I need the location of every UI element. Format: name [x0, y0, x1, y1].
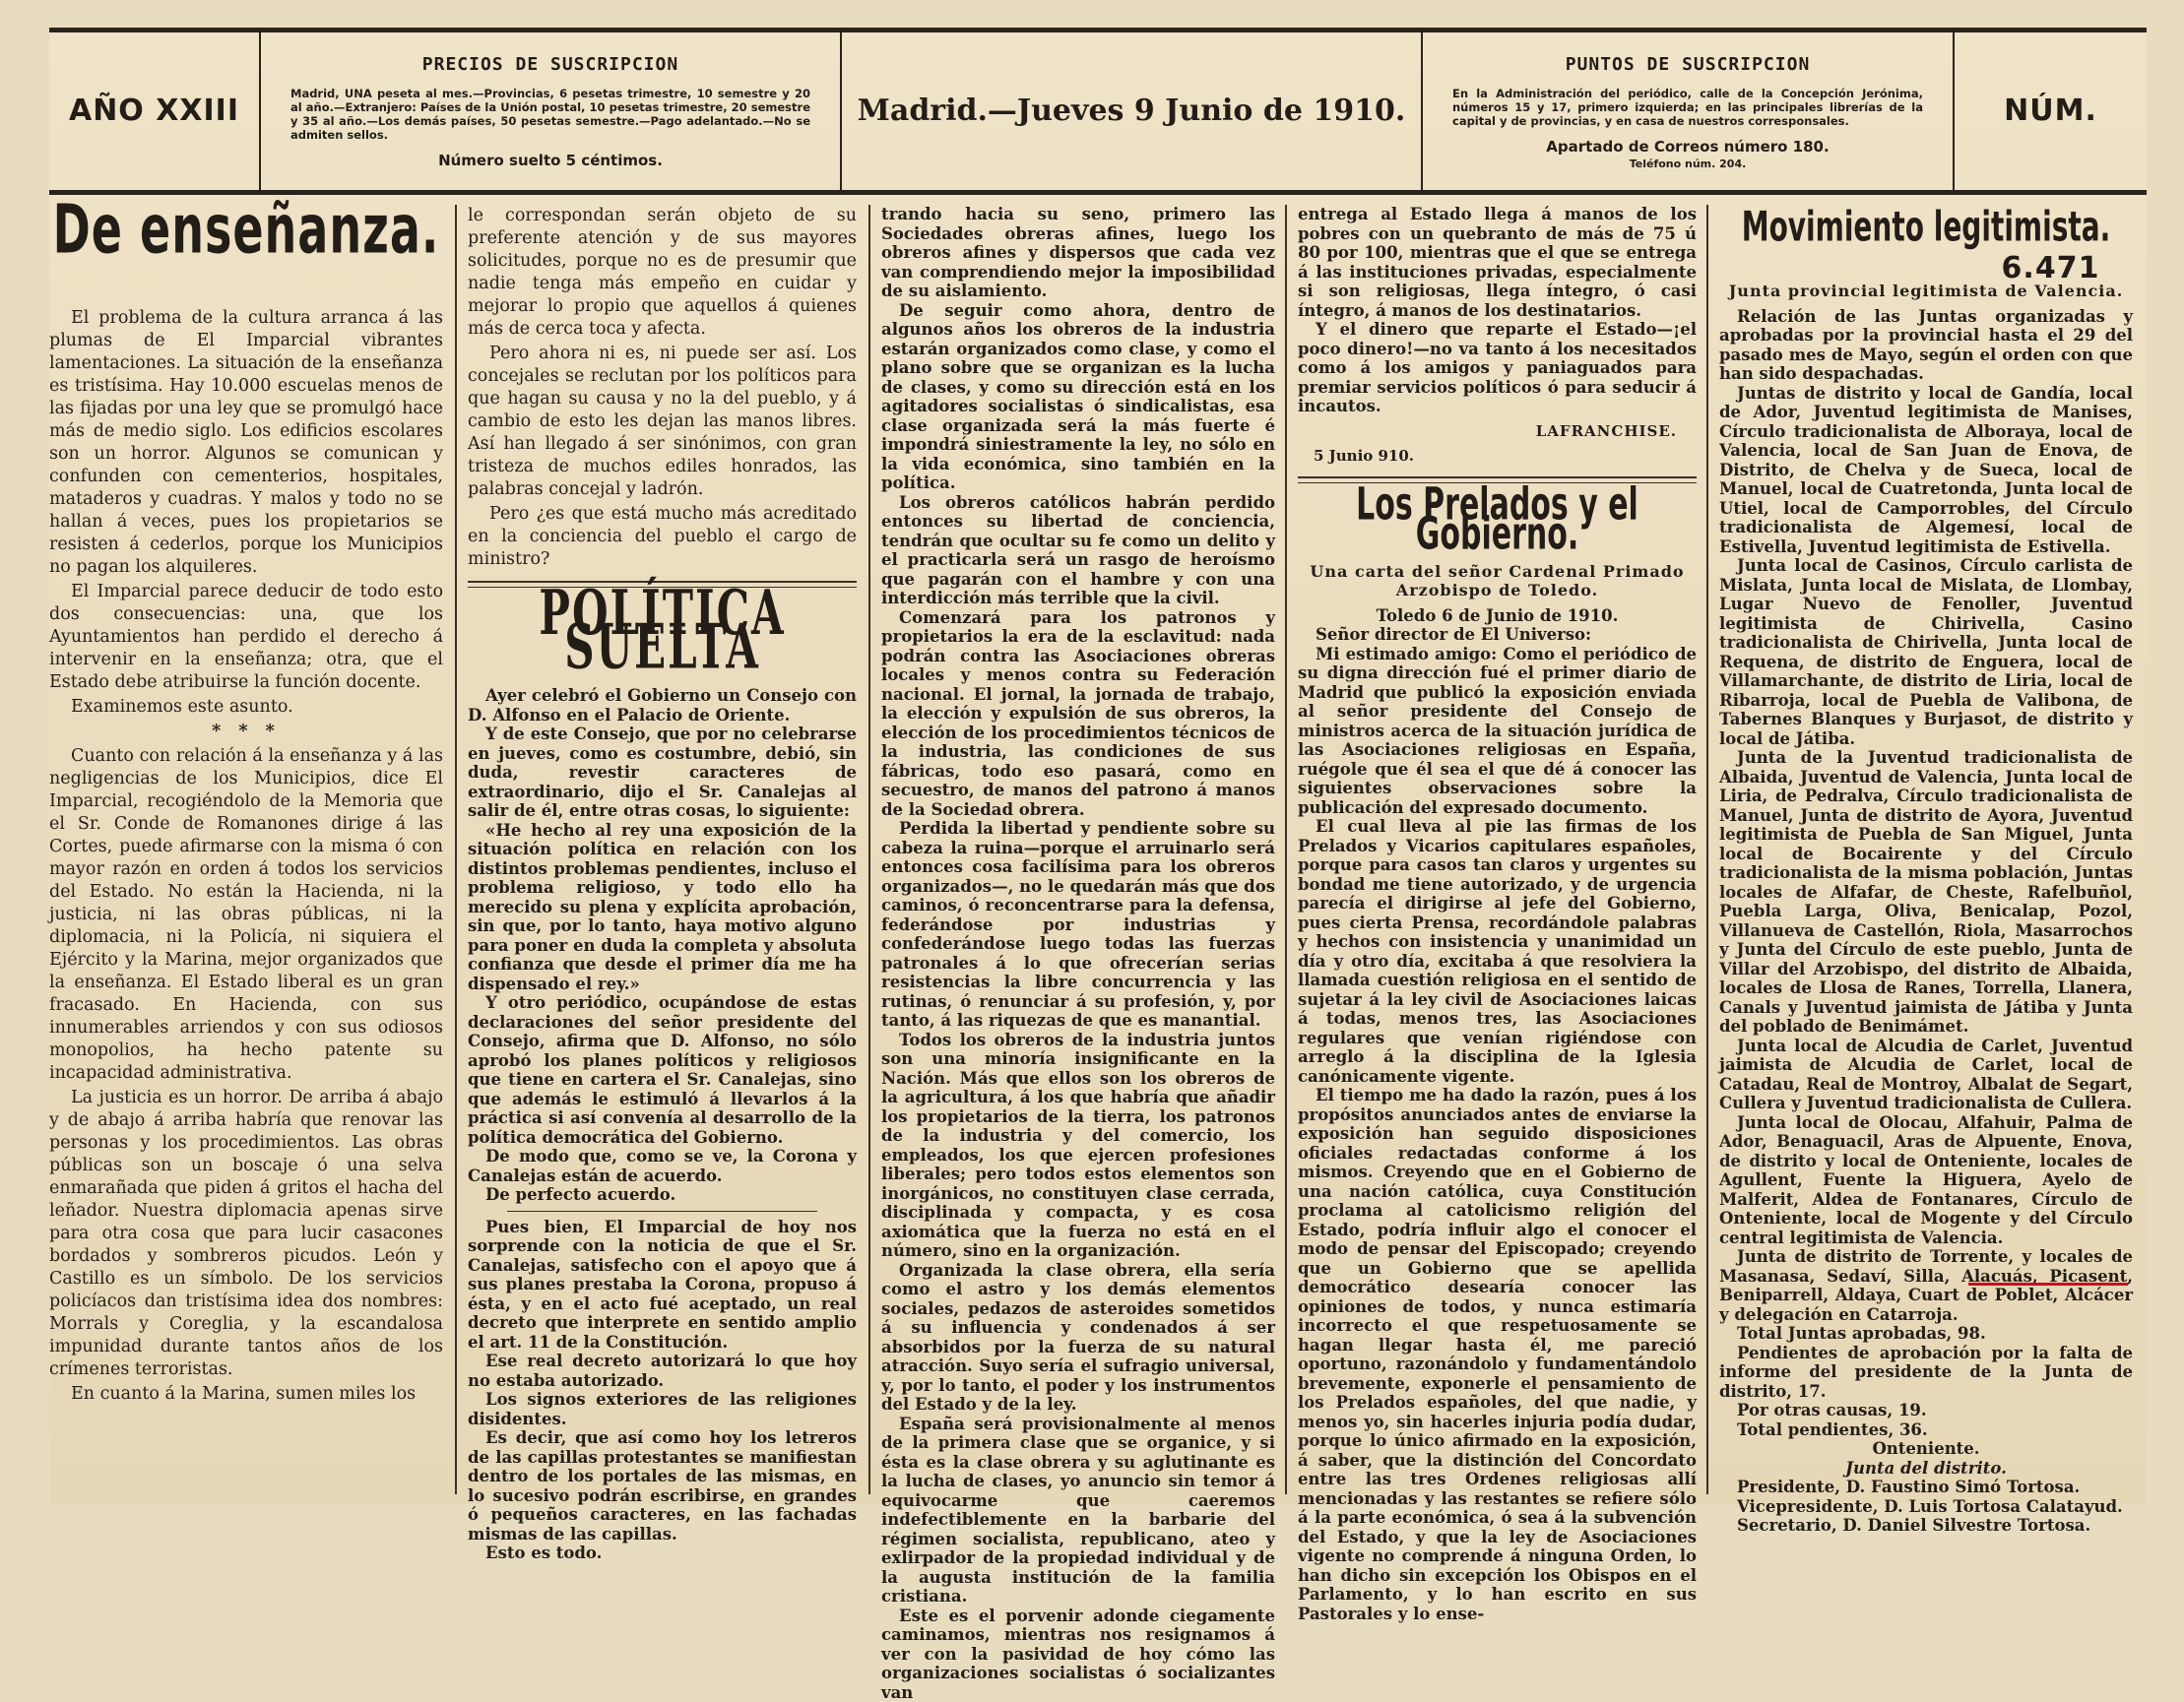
paragraph: Esto es todo.	[468, 1544, 857, 1563]
subheadline: Junta provincial legitimista de Valencia.	[1719, 282, 2133, 301]
subheadline: Una carta del señor Cardenal Primado Arzobispo de Toledo.	[1298, 562, 1697, 600]
column-divider	[1285, 205, 1287, 1494]
prices-title: PRECIOS DE SUSCRIPCION	[261, 54, 840, 75]
headline-politica-suelta: POLÍTICA SUELTA	[468, 596, 857, 711]
paragraph: El Imparcial parece deducir de todo esto dos consecuencias: una, que los Ayuntamientos han perdido el derecho á intervenir en la enseñanza; otra, que el Estado debe atribuirse la función docente.	[49, 581, 443, 694]
section-rule	[507, 1211, 817, 1212]
paragraph: Organizada la clase obrera, ella sería como el astro y los demás elementos sociales, pedazos de asteroides sometidos á su influencia y condenados á ser absorbidos por la fuerza de su natural atracción. Suyo sería el sufragio universal, y, por lo tanto, el poder y los instrumentos del Estado y de la ley.	[881, 1261, 1275, 1415]
paragraph: El problema de la cultura arranca á las plumas de El Imparcial vibrantes lamentaciones. La situación de la enseñanza es tristísima. Hay 10.000 escuelas menos de las fijadas por una ley que se promulgó hace más de medio siglo. Los edificios escolares son un horror. Algunos se comunican y confunden con cementerios, hospitales, mataderos y cuadras. Y malos y todo no se hallan á veces, pues los propietarios se resisten á cederlos, porque los Municipios no pagan los alquileres.	[49, 307, 443, 579]
masthead-date-cell	[842, 32, 1423, 190]
paragraph: De modo que, como se ve, la Corona y Canalejas están de acuerdo.	[468, 1147, 857, 1185]
paragraph: Examinemos este asunto.	[49, 696, 443, 719]
column-3-article	[881, 205, 1275, 1494]
paragraph: Los signos exteriores de las religiones disidentes.	[468, 1390, 857, 1428]
paragraph: Vicepresidente, D. Luis Tortosa Calatayud.	[1719, 1497, 2133, 1517]
paragraph: Juntas de distrito y local de Gandía, local de Ador, Juventud legitimista de Manises, Círculo tradicionalista de Alboraya, local de Valencia, local de San Juan de Enova, de Distrito, de Chelva y de Sueca, local de Manuel, local de Cuatretonda, Junta local de Utiel, local de Camporrobles, del Círculo tradicionalista de Algemesí, local de Estivella, Juventud legitimista de Estivella.	[1719, 384, 2133, 557]
year-label: AÑO XXIII	[49, 32, 259, 190]
paragraph: España será provisionalmente al menos de la primera clase que se organice, y si ésta es la clase obrera y su aglutinante es la lucha de clases, yo anuncio sin temor á equivocarme que caeremos indefectiblemente en la barbarie del régimen socialista, republicano, ateo y exlirpador de la propiedad individual y de la augusta institución de la familia cristiana.	[881, 1415, 1275, 1607]
subscription-prices	[261, 32, 842, 190]
paragraph: Junta local de Casinos, Círculo carlista de Mislata, Junta local de Mislata, de Llombay, Lugar Nuevo de Fenoller, Juventud legitimista de Chirivella, Casino tradicionalista de Chirivella, Junta local de Requena, de distrito de Enguera, local de Villamarchante, de distrito de Liria, local de Ribarroja, local de Puebla de Valibona, de Tabernes Blanques y Burjasot, de distrito y local de Játiba.	[1719, 556, 2133, 748]
town-heading: Onteniente.	[1719, 1439, 2133, 1459]
column-4-article	[1298, 205, 1697, 1494]
paragraph: Total Juntas aprobadas, 98.	[1719, 1324, 2133, 1344]
masthead-issue-cell	[1955, 32, 2147, 190]
paragraph: Todos los obreros de la industria juntos son una minoría insignificante en la Nación. Más que ellos son los obreros de la agricultura, á los que habría que añadir los propietarios de la tierra, los patronos de la industria y del comercio, los empleados, los que ejercen profesiones liberales; pero todos estos elementos son inorgánicos, no constituyen clase cerrada, disciplinada y compacta, y es cosa axiomática que la fuerza no está en el número, sino en la organización.	[881, 1031, 1275, 1261]
paragraph: le correspondan serán objeto de su preferente atención y de sus mayores solicitudes, porque no es de presumir que nadie tenga más empeño en cuidar y mejorar lo propio que aquellos á quienes más de cerca toca y afecta.	[468, 205, 857, 341]
paragraph: Junta local de Alcudia de Carlet, Juventud jaimista de Alcudia de Carlet, local de Catadau, Real de Montroy, Albalat de Segart, Cullera y Juventud tradicionalista de Cullera.	[1719, 1037, 2133, 1113]
column-divider	[455, 205, 457, 1494]
column-2-article	[468, 205, 857, 1494]
paragraph: En cuanto á la Marina, sumen miles los	[49, 1383, 443, 1406]
headline-movimiento-legitimista: Movimiento legitimista.	[1719, 213, 2133, 295]
masthead-year-cell	[49, 32, 261, 190]
column-1-article	[49, 205, 443, 1494]
paragraph: Junta de la Juventud tradicionalista de Albaida, Juventud de Valencia, Junta local de Liria, de Pedralva, Círculo tradicionalista de Manuel, Junta de distrito de Ayora, Juventud legitimista de Puebla de San Miguel, Junta local de Bocairente y del Círculo tradicionalista de la misma población, Juntas locales de Alfafar, de Cheste, Rafelbuñol, Puebla Larga, Oliva, Benicalap, Pozol, Villanueva de Castellón, Riola, Masarrochos y Junta del Círculo de este pueblo, Junta de Villar del Arzobispo, del distrito de Albaida, locales de Llosa de Ranes, Torrella, Llanera, Canals y Juventud jaimista de Játiba y Junta del poblado de Benimámet.	[1719, 748, 2133, 1037]
paragraph: Y de este Consejo, que por no celebrarse en jueves, como es costumbre, debió, sin duda, revestir caracteres de extraordinario, dijo el Sr. Canalejas al salir de él, entre otras cosas, lo siguiente:	[468, 725, 857, 821]
author-signature: LAFRANCHISE.	[1298, 422, 1677, 442]
newspaper-page	[49, 28, 2147, 1504]
paragraph: De seguir como ahora, dentro de algunos años los obreros de la industria estarán organizados como clase, y como el plano sobre que se organizan es la lucha de clases, y como su dirección está en los agitadores socialistas ó sindicalistas, esa clase organizada será la más fuerte é impondrá siniestramente la ley, no sólo en la vida económica, sino también en la política.	[881, 301, 1275, 493]
paragraph: Y el dinero que reparte el Estado—¡el poco dinero!—no va tanto á los necesitados como á los amigos y paniaguados para premiar servicios políticos ó para seducir á incautos.	[1298, 320, 1697, 416]
highlighted-place: Cuart de Poblet,	[1908, 1286, 2058, 1304]
paragraph: La justicia es un horror. De arriba á abajo y de abajo á arriba habría que renovar las personas y los procedimientos. Las obras públicas son un boscaje ó una selva enmarañada que piden á gritos el hacha del leñador. Nuestra diplomacia apenas sirve para otra cosa que para lucir casacones bordados y sombreros picudos. León y Castillo es un símbolo. De los servicios policíacos dan tristísima idea dos nombres: Morrals y Coreglia, y la escandalosa impunidad durante tantos años de los crímenes terroristas.	[49, 1087, 443, 1381]
paragraph: Por otras causas, 19.	[1719, 1401, 2133, 1420]
section-separator: * * *	[49, 721, 443, 743]
paragraph: Los obreros católicos habrán perdido entonces su libertad de conciencia, tendrán que ocultar su fe como un delito y el practicarla será un rasgo de heroísmo que pagarán con el hambre y con una interdicción más terrible que la civil.	[881, 493, 1275, 608]
article-date: 5 Junio 910.	[1314, 447, 1697, 467]
single-issue-price: Número suelto 5 céntimos.	[261, 152, 840, 169]
prices-text: Madrid, UNA peseta al mes.—Provincias, 6 pesetas trimestre, 10 semestre y 20 al año.—Extranjero: Países de la Unión postal, 10 pesetas trimestre, 20 semestre y 35 al año.—Los demás países, 50 pesetas semestre.—Pago adelantado.—No se admiten sellos.	[290, 87, 810, 142]
issue-number: NÚM. 6.471	[1955, 32, 2147, 347]
subscription-points	[1423, 32, 1955, 190]
po-box: Apartado de Correos número 180.	[1423, 138, 1953, 156]
paragraph: trando hacia su seno, primero las Sociedades obreras afines, luego los obreros afines y dispersos que cada vez van comprendiendo mejor la imposibilidad de su aislamiento.	[881, 205, 1275, 301]
paragraph: Pero ¿es que está mucho más acreditado en la conciencia del pueblo el cargo de ministro?	[468, 503, 857, 571]
letter-addressee: Señor director de El Universo:	[1298, 625, 1697, 645]
paragraph	[1719, 1247, 2133, 1324]
paragraph: Pero ahora ni es, ni puede ser así. Los concejales se reclutan por los políticos para que hagan su causa y no la del pueblo, y á cambio de esto les dejan las manos libres. Así han llegado á ser sinónimos, con gran tristeza de muchos ediles honrados, las palabras concejal y ladrón.	[468, 343, 857, 501]
paragraph: «He hecho al rey una exposición de la situación política en relación con los distintos problemas pendientes, incluso el problema religioso, y todo ello ha merecido su plena y explícita aprobación, sin que, por lo tanto, haya motivo alguno para poner en duda la completa y absoluta confianza que desde el primer día me ha dispensado el rey.»	[468, 821, 857, 994]
headline-de-ensenanza: De enseñanza.	[49, 213, 443, 334]
paragraph: entrega al Estado llega á manos de los pobres con un quebranto de más de 75 ú 80 por 100, mientras que el que se entrega á las instituciones privadas, especialmente si son religiosas, llega íntegro, ó casi íntegro, á manos de los destinatarios.	[1298, 205, 1697, 320]
column-divider	[868, 205, 870, 1494]
paragraph: El cual lleva al pie las firmas de los Prelados y Vicarios capitulares españoles, porque para casos tan claros y urgentes su bondad me tiene autorizado, y de urgencia parecía el dirigirse al jefe del Gobierno, pues cierta Prensa, recordándole palabras y hechos con insistencia y unanimidad un día y otro día, excitaba á que resolviera la llamada cuestión religiosa en el sentido de sujetar á la ley civil de Asociaciones laicas á todas, menos tres, las Asociaciones regulares que venían rigiéndose con arreglo á la disciplina de la Iglesia canónicamente vigente.	[1298, 817, 1697, 1086]
points-text: En la Administración del periódico, calle de la Concepción Jerónima, números 15 y 17, primero izquierda; en las principales librerías de la capital y de provincias, y en casa de nuestros corresponsales.	[1452, 87, 1923, 128]
paragraph: Comenzará para los patronos y propietarios la era de la esclavitud: nada podrán contra las Asociaciones obreras locales y menos contra su Federación nacional. El jornal, la jornada de trabajo, la elección y expulsión de sus obreros, la elección de los procedimientos técnicos de la industria, las condiciones de sus fábricas, todo eso pasará, como en secuestro, de manos del patrono á manos de la Sociedad obrera.	[881, 608, 1275, 820]
paragraph: Total pendientes, 36.	[1719, 1420, 2133, 1440]
paragraph: Ese real decreto autorizará lo que hoy no estaba autorizado.	[468, 1352, 857, 1390]
paragraph: Ayer celebró el Gobierno un Consejo con D. Alfonso en el Palacio de Oriente.	[468, 686, 857, 725]
paragraph: Secretario, D. Daniel Silvestre Tortosa.	[1719, 1516, 2133, 1536]
phone-number: Teléfono núm. 204.	[1423, 158, 1953, 170]
paragraph: Perdida la libertad y pendiente sobre su cabeza la ruina—porque el arruinarlo será entonces cosa facilísima para los obreros organizados—, no le quedarán más que dos caminos, ó reconcentrarse para la defensa, federándose por industrias y confederándose luego todas las fuerzas patronales á lo que ofrecerían serias resistencias la libre concurrencia y las rutinas, ó renunciar á su profesión, y, por tanto, á las riquezas de que es manantial.	[881, 819, 1275, 1031]
paragraph: Mi estimado amigo: Como el periódico de su digna dirección fué el primer diario de Madrid que publicó la exposición enviada al señor presidente del Consejo de ministros acerca de la situación jurídica de las Asociaciones religiosas en España, ruégole que él sea el que dé á conocer las siguientes observaciones sobre la publicación del expresado documento.	[1298, 645, 1697, 818]
text-span: Junta de distrito de Torrente, y locales de Masanasa, Sedaví, Silla, Alacuás, Picasent, Beniparrell, Aldaya,	[1719, 1247, 2133, 1304]
junta-heading: Junta del distrito.	[1719, 1459, 2133, 1479]
points-title: PUNTOS DE SUSCRIPCION	[1423, 54, 1953, 75]
letter-place-date: Toledo 6 de Junio de 1910.	[1298, 606, 1697, 626]
paragraph: Cuanto con relación á la enseñanza y á las negligencias de los Municipios, dice El Imparcial, recogiéndolo de la Memoria que el Sr. Conde de Romanones dirige á las Cortes, puede afirmarse con la misma ó con mayor razón en orden á todos los servicios del Estado. No están la Hacienda, ni la justicia, ni las obras públicas, ni la diplomacia, ni la Policía, ni siquiera el Ejército y la Marina, mejor organizados que la enseñanza. El Estado liberal es un gran fracasado. En Hacienda, con sus innumerables arriendos y con sus odiosos monopolios, ha hecho patente su incapacidad administrativa.	[49, 745, 443, 1085]
issue-date: Madrid.—Jueves 9 Junio de 1910.	[842, 32, 1421, 190]
headline-los-prelados: Los Prelados y el Gobierno.	[1298, 491, 1697, 577]
red-underline-annotation	[1968, 1283, 2128, 1286]
paragraph: Pendientes de aprobación por la falta de informe del presidente de la Junta de distrito, 17.	[1719, 1344, 2133, 1402]
paragraph: Es decir, que así como hoy los letreros de las capillas protestantes se manifiestan dentro de los portales de las mismas, en lo sucesivo podrán escribirse, en grandes ó pequeños caracteres, en las fachadas mismas de las capillas.	[468, 1428, 857, 1544]
paragraph: De perfecto acuerdo.	[468, 1185, 857, 1205]
paragraph: Junta local de Olocau, Alfahuir, Palma de Ador, Benaguacil, Aras de Alpuente, Enova, de distrito y local de Onteniente, locales de Agullent, Fuente la Higuera, Ayelo de Malferit, Aldea de Fontanares, Círculo de Onteniente, local de Mogente y del Círculo central legitimista de Valencia.	[1719, 1113, 2133, 1248]
paragraph: Este es el porvenir adonde ciegamente caminamos, mientras nos resignamos á ver con la pasividad de hoy cómo las organizaciones socialistas ó socializantes van	[881, 1607, 1275, 1702]
column-5-article	[1719, 205, 2133, 1494]
paragraph: Y otro periódico, ocupándose de estas declaraciones del señor presidente del Consejo, afirma que D. Alfonso, no sólo aprobó los planes políticos y religiosos que tiene en cartera el Sr. Canalejas, sino que además le estimuló á llevarlos á la práctica si así convenía al desarrollo de la política democrática del Gobierno.	[468, 993, 857, 1147]
column-divider	[1706, 205, 1708, 1494]
paragraph: El tiempo me ha dado la razón, pues á los propósitos anunciados antes de enviarse la exposición han seguido disposiciones oficiales redactadas conforme á los mismos. Creyendo que en el Gobierno de una nación católica, cuya Constitución proclama al catolicismo religión del Estado, podría influir algo el conocer el modo de pensar del Episcopado; creyendo que un Gobierno que se apellida democrático desearía conocer las opiniones de todos, y nunca estimaría incorrecto el que respetuosamente se hagan llegar hasta él, me pareció oportuno, razonándolo y fundamentándolo brevemente, exponerle el pensamiento de los Prelados españoles, del que nadie, y menos yo, sin hacerles injuria podía dudar, porque lo único afirmado en la exposición, á saber, que la distinción del Concordato entre las tres Ordenes religiosas allí mencionadas y las restantes se refiere sólo á la parte económica, ó sea á la subvención del Estado, y que la ley de Asociaciones vigente no comprende á ninguna Orden, lo han dicho sin excepción los Obispos en el Parlamento, y lo han escrito en sus Pastorales y lo ense-	[1298, 1086, 1697, 1623]
politica-suelta-body	[468, 686, 857, 1563]
paragraph: Presidente, D. Faustino Simó Tortosa.	[1719, 1478, 2133, 1497]
paragraph: Relación de las Juntas organizadas y aprobadas por la provincial hasta el 29 del pasado mes de Mayo, según el orden con que han sido despachadas.	[1719, 307, 2133, 384]
masthead	[49, 28, 2147, 195]
paragraph: Pues bien, El Imparcial de hoy nos sorprende con la noticia de que el Sr. Canalejas, satisfecho con el apoyo que á sus planes prestaba la Corona, propuso á ésta, y en el acto fué aceptado, un real decreto que interprete en sentido amplio el art. 11 de la Constitución.	[468, 1218, 857, 1353]
text-span: Alcácer y delegación en Catarroja.	[1719, 1286, 2133, 1324]
